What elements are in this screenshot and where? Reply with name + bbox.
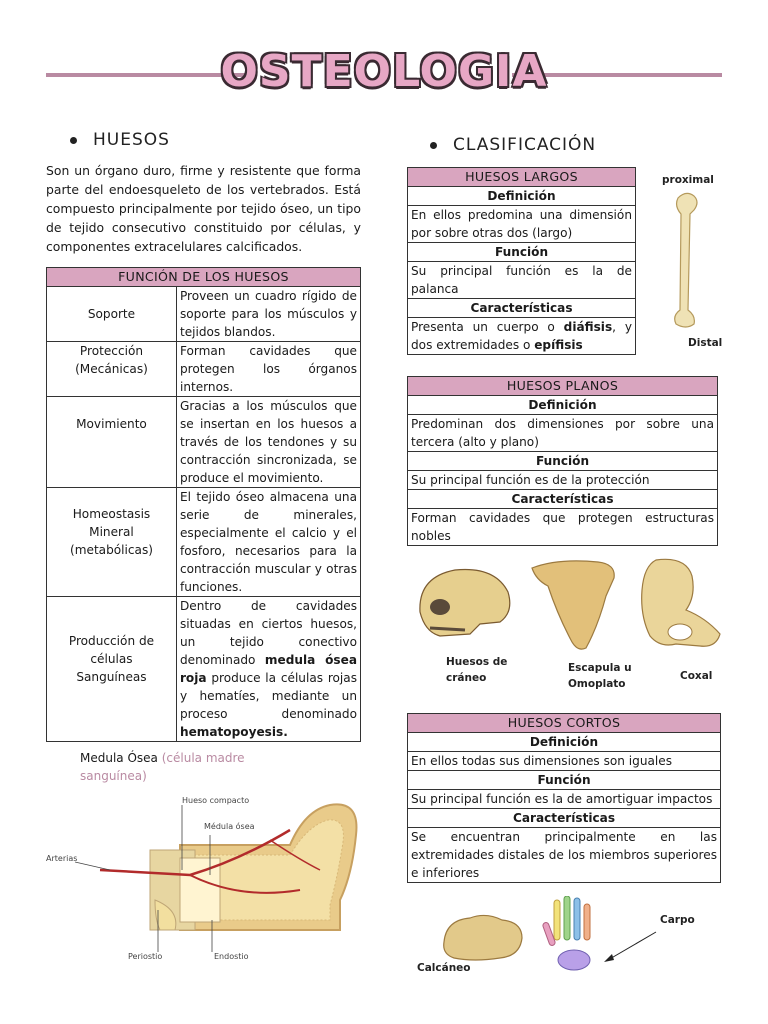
table-row: Protección (Mecánicas) Forman cavidades que protegen los órganos internos. (47, 342, 361, 397)
bullet-icon (430, 142, 437, 149)
bullet-icon (70, 137, 77, 144)
huesos-description: Son un órgano duro, firme y resistente que forma parte del endoesqueleto de los vertebrados. Está compuesto principalmente por tejido óseo, un tipo de tejido consecutivo constituido por células, y componentes extracelulares calcificados. (46, 163, 361, 254)
label-carpo: Carpo (660, 914, 695, 926)
label-escapula: Escapula u Omoplato (568, 662, 632, 690)
medula-caption: Medula Ósea (célula madre sanguínea) (80, 751, 245, 783)
page-title: OSTEOLOGIA (220, 46, 548, 97)
label-arterias: Arterias (46, 854, 78, 863)
table-row: Soporte Proveen un cuadro rígido de soporte para los músculos y tejidos blandos. (47, 287, 361, 342)
escapula-image (528, 556, 620, 652)
medula-diagram (40, 780, 370, 970)
label-distal: Distal (688, 337, 723, 349)
funcion-table-header: FUNCIÓN DE LOS HUESOS (47, 268, 361, 287)
label-hueso-compacto: Hueso compacto (182, 796, 250, 805)
label-periostio: Periostio (128, 952, 163, 961)
table-row: Producción de células Sanguíneas Dentro de cavidades situadas en ciertos huesos, un tejido conectivo denominado medula ósea roja produce la células rojas y hematíes, mediante un proceso denominado hematopoyesis. (47, 597, 361, 742)
clasificacion-heading: CLASIFICACIÓN (430, 135, 596, 155)
mano-image (542, 896, 608, 976)
table-row: Homeostasis Mineral (metabólicas) El tejido óseo almacena una serie de minerales, especialmente el calcio y el fosforo, necesarios para la contracción muscular y otras funciones. (47, 488, 361, 597)
femur-image (668, 190, 708, 330)
funcion-table (46, 267, 361, 742)
huesos-heading: HUESOS (70, 130, 170, 150)
coxal-image (636, 556, 724, 652)
label-proximal: proximal (662, 174, 714, 186)
label-calcaneo: Calcáneo (417, 962, 471, 974)
label-craneo: Huesos de cráneo (446, 656, 508, 684)
label-coxal: Coxal (680, 670, 713, 682)
carpo-arrow-icon (600, 928, 660, 968)
label-endostio: Endostio (214, 952, 249, 961)
huesos-planos-table: HUESOS PLANOS Definición Predominan dos dimensiones por sobre una tercera (alto y plano) Función Su principal función es de la protección Características Forman cavidades que protegen estructuras nobles (407, 376, 718, 546)
huesos-cortos-table: HUESOS CORTOS Definición En ellos todas sus dimensiones son iguales Función Su principal función es la de amortiguar impactos Características Se encuentran principalmente en las extremidades distales de los miembros superiores e inferiores (407, 713, 721, 883)
huesos-largos-table: HUESOS LARGOS Definición En ellos predomina una dimensión por sobre otras dos (largo) Función Su principal función es la de palanca Características Presenta un cuerpo o diáfisis, y dos extremidades o epífisis (407, 167, 636, 355)
craneo-image (410, 562, 515, 642)
table-row: Movimiento Gracias a los músculos que se insertan en los huesos a través de los tendones y su contracción sincronizada, se produce el movimiento. (47, 397, 361, 488)
calcaneo-image (440, 912, 526, 962)
label-medula-osea: Médula ósea (204, 822, 255, 831)
